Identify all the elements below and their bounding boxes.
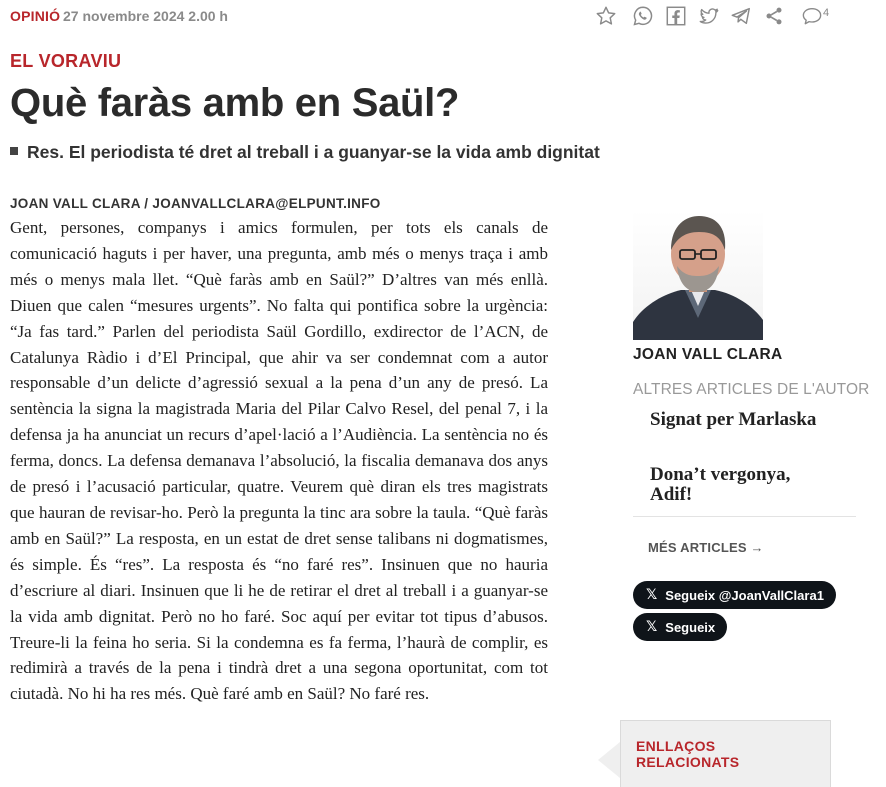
related-arrow-icon [598, 742, 620, 778]
follow-label: Segueix [665, 619, 716, 635]
author-photo[interactable] [633, 210, 763, 340]
related-links-panel[interactable] [620, 720, 831, 787]
author-article-link[interactable]: Dona’t vergonya, Adif! [650, 464, 791, 505]
article-body: Gent, persones, companys i amics formulen, per tots els canals de comunicació haguts i per haver, una pregunta, amb més o menys traça i amb més o menys mala llet. “Què faràs amb en Saül?” D’altres van més enllà. Diuen que calen “mesures urgents”. No falta qui pontifica sobre la urgència: “Ja fas tard.” Parlen del periodista Saül Gordillo, exdirector de l’ACN, de Catalunya Ràdio i d’El Principal, que ahir va ser condemnat com a autor responsable d’un delicte d’agressió sexual a la pena d’un any de presó. La sentència la signa la magistrada Maria del Pilar Calvo Resel, del penal 7, i la defensa ja ha anunciat un recurs d’apel·lació a l’Audiència. La sentència no és ferma, doncs. La defensa demanava l’absolució, la fiscalia demanava dos anys de presó i l’acusació particular, quatre. Veurem què diran els tres magistrats que hauran de revisar-ho. Però la pregunta la tinc ara sobre la taula. “Què faràs amb en Saül?” La resposta, en un estat de dret sense talibans ni dogmatismes, és simple. És “res”. La resposta és “no faré res”. Insinuen que no hauria d’escriure al diari. Insinuen que li he de retirar el dret al treball i a guanyar-se la vida amb dignitat. Però no ho faré. Soc aquí per evitar tot tipus d’abusos. Treure-li la feina ho seria. Si la condemna es fa ferma, l’haurà de complir, es redimirà a través de la pena i tindrà dret a una segona oportunitat, com tot ciutadà. No hi ha res més. Què faré amb en Saül? No faré res. [10, 218, 548, 704]
comment-icon[interactable] [800, 4, 824, 28]
follow-handle-button[interactable] [633, 581, 836, 609]
more-by-author-heading: ALTRES ARTICLES DE L'AUTOR [633, 381, 870, 398]
facebook-icon[interactable] [664, 4, 688, 28]
telegram-icon[interactable] [729, 4, 753, 28]
follow-button[interactable] [633, 613, 727, 641]
more-articles-link[interactable]: MÉS ARTICLES → [648, 540, 764, 555]
x-logo-icon: 𝕏 [646, 587, 658, 603]
follow-handle-label: Segueix @JoanVallClara1 [665, 587, 824, 603]
subtitle-text: Res. El periodista té dret al treball i a guanyar-se la vida amb dignitat [27, 142, 600, 162]
article-title: Què faràs amb en Saül? [10, 81, 460, 125]
comment-count[interactable]: 4 [823, 7, 830, 19]
sidebar-divider [633, 516, 856, 517]
publish-date: 27 novembre 2024 2.00 h [63, 8, 228, 24]
twitter-icon[interactable] [697, 4, 721, 28]
related-links-heading: ENLLAÇOS RELACIONATS [636, 738, 740, 770]
article-byline[interactable]: JOAN VALL CLARA / JOANVALLCLARA@ELPUNT.INFO [10, 196, 381, 211]
author-name[interactable]: JOAN VALL CLARA [633, 346, 783, 363]
whatsapp-icon[interactable] [631, 4, 655, 28]
share-icon[interactable] [762, 4, 786, 28]
section-label[interactable]: OPINIÓ [10, 8, 61, 24]
star-icon[interactable] [594, 4, 618, 28]
column-kicker: EL VORAVIU [10, 51, 122, 71]
x-logo-icon: 𝕏 [646, 619, 658, 635]
article-meta-bar [0, 0, 886, 32]
bullet-icon [10, 147, 18, 155]
author-article-link[interactable]: Signat per Marlaska [650, 409, 817, 430]
article-subtitle [10, 141, 600, 163]
